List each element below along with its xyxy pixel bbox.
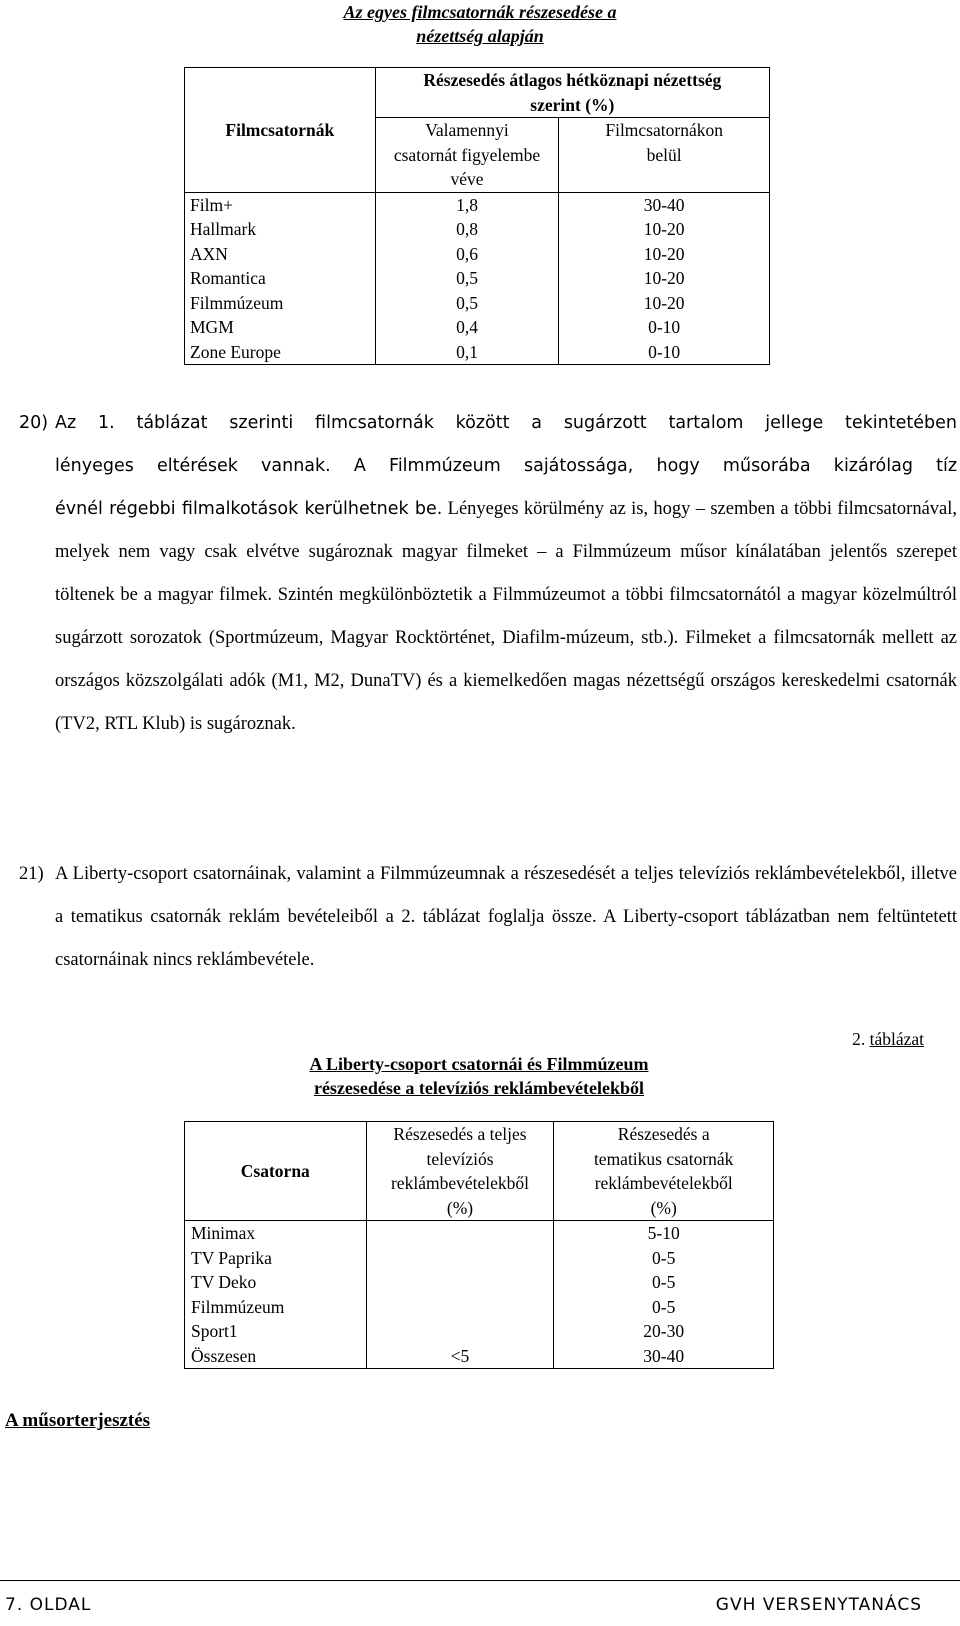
table1-cell-all: 0,6 [375, 242, 559, 267]
table1-title-line2: nézettség alapján [416, 26, 544, 46]
table2-cell-total [366, 1270, 554, 1295]
table1-cell-name: Romantica [185, 266, 376, 291]
table2-cell-name: Minimax [185, 1221, 367, 1246]
table1-sub-all-line1: Valamennyi [425, 120, 509, 140]
table-row [185, 315, 770, 340]
table2-header-total-line3: reklámbevételekből [390, 1173, 529, 1193]
table1-cell-within: 0-10 [559, 340, 770, 365]
table-row [185, 1319, 774, 1344]
table-row [185, 1344, 774, 1369]
table2-header-total-line1: Részesedés a teljes [393, 1124, 527, 1144]
table1 [184, 67, 770, 365]
footer-organization: GVH VERSENYTANÁCS [715, 1595, 922, 1615]
table1-cell-within: 30-40 [559, 192, 770, 217]
para20-rest: Lényeges körülmény az is, hogy – szemben a többi filmcsatornával, melyek nem vagy csak elvétve sugároznak magyar filmeket – a Filmmúzeum műsor kínálatában jelentős szerepet töltenek be a magyar filmek. Szintén megkülönböztetik a Filmmúzeumot a többi filmcsatornától a magyar közelmúltról sugárzott sorozatok (Sportmúzeum, Magyar Rocktörténet, Diafilm-múzeum, stb.). Filmeket a filmcsatornák mellett az országos közszolgálati adók (M1, M2, DunaTV) és a kiemelkedően magas nézettségű országos kereskedelmi csatornák (TV2, RTL Klub) is sugároznak. [55, 499, 958, 734]
table-row [185, 1246, 774, 1271]
table2-cell-total: <5 [366, 1344, 554, 1369]
para21: A Liberty-csoport csatornáinak, valamint a Filmmúzeumnak a részesedését a teljes televíziós reklámbevételekből, illetve a tematikus csatornák reklám bevételeiből a 2. táblázat foglalja össze. A Liberty-csoport táblázatban nem feltüntetett csatornáinak nincs reklámbevétele. [55, 864, 957, 970]
para21-number: 21) [19, 864, 44, 884]
table2-cell-thematic: 5-10 [554, 1221, 774, 1246]
table1-header-main [375, 68, 769, 118]
table-row [185, 340, 770, 365]
table1-header-main-line2: szerint (%) [530, 94, 615, 115]
table2-cell-total [366, 1221, 554, 1246]
table2-header-thematic-line4: (%) [650, 1197, 677, 1218]
table1-cell-all: 0,5 [375, 291, 559, 316]
table1-cell-within: 0-10 [559, 315, 770, 340]
table-row [185, 1295, 774, 1320]
table2-label-word: táblázat [869, 1029, 924, 1049]
table2-cell-thematic: 0-5 [554, 1246, 774, 1271]
table1-cell-all: 0,8 [375, 217, 559, 242]
para20-line2: lényeges eltérések vannak. [55, 456, 331, 476]
table1-header-channels: Filmcsatornák [185, 68, 376, 193]
table2-cell-total [366, 1246, 554, 1271]
table2-header-total [366, 1122, 554, 1221]
table2-header-thematic-line1: Részesedés a [617, 1124, 710, 1144]
table2-header-thematic-line3: reklámbevételekből [594, 1173, 733, 1193]
table1-sub-all-line2: csatornát figyelembe [393, 144, 541, 165]
section-heading: A műsorterjesztés [5, 1410, 151, 1431]
table-row [185, 266, 770, 291]
table1-header-main-line1: Részesedés átlagos hétköznapi nézettség [423, 70, 722, 90]
table1-cell-name: Zone Europe [185, 340, 376, 365]
table2-title [184, 1052, 774, 1100]
table2-title-line2: részesedése a televíziós reklámbevételekből [313, 1078, 645, 1098]
table-row [185, 291, 770, 316]
para20-line3: évnél régebbi filmalkotások kerülhetnek be. [55, 499, 443, 519]
table1-sub-within-line1: Filmcsatornákon [605, 120, 723, 140]
table1-cell-within: 10-20 [559, 291, 770, 316]
table2-header-thematic [554, 1122, 774, 1221]
table2-cell-name: Filmmúzeum [185, 1295, 367, 1320]
table1-cell-within: 10-20 [559, 266, 770, 291]
table1-cell-all: 1,8 [375, 192, 559, 217]
table2-cell-name: Összesen [185, 1344, 367, 1369]
table2-label-num: 2. [852, 1029, 866, 1049]
table2-cell-thematic: 0-5 [554, 1270, 774, 1295]
table2-cell-name: TV Paprika [185, 1246, 367, 1271]
table1-sub-within-line2: belül [646, 144, 682, 165]
table1-title [0, 0, 960, 48]
table1-cell-name: MGM [185, 315, 376, 340]
table1-cell-all: 0,5 [375, 266, 559, 291]
table1-cell-all: 0,4 [375, 315, 559, 340]
table-row [185, 1221, 774, 1246]
table2-cell-thematic: 0-5 [554, 1295, 774, 1320]
table1-cell-name: AXN [185, 242, 376, 267]
table-row [185, 192, 770, 217]
table-row [185, 217, 770, 242]
table1-cell-name: Film+ [185, 192, 376, 217]
footer-page-number: 7. OLDAL [5, 1595, 92, 1615]
table1-cell-name: Filmmúzeum [185, 291, 376, 316]
table1-title-line1: Az egyes filmcsatornák részesedése a [343, 2, 617, 22]
table2-cell-name: Sport1 [185, 1319, 367, 1344]
table1-subheader-all [375, 118, 559, 193]
table1-cell-within: 10-20 [559, 217, 770, 242]
table-row [185, 1270, 774, 1295]
table1-cell-within: 10-20 [559, 242, 770, 267]
table2-cell-thematic: 20-30 [554, 1319, 774, 1344]
footer-divider [0, 1580, 960, 1581]
table1-subheader-within [559, 118, 770, 193]
para20-number: 20) [19, 413, 49, 433]
table1-cell-all: 0,1 [375, 340, 559, 365]
table2-header-total-line4: (%) [446, 1197, 474, 1218]
table2-label [852, 1029, 924, 1050]
table2-cell-name: TV Deko [185, 1270, 367, 1295]
table2-header-channel: Csatorna [185, 1122, 367, 1221]
table2-title-line1: A Liberty-csoport csatornái és Filmmúzeum [309, 1054, 649, 1074]
para20 [55, 402, 957, 746]
table2 [184, 1121, 774, 1369]
table1-sub-all-line3: véve [450, 169, 484, 189]
table-row [185, 242, 770, 267]
table2-header-total-line2: televíziós [426, 1148, 494, 1169]
table1-cell-name: Hallmark [185, 217, 376, 242]
table2-cell-total [366, 1319, 554, 1344]
para20-line1: Az 1. táblázat szerinti filmcsatornák között a sugárzott tartalom jellege tekintetében [55, 413, 957, 433]
para20-line2b: A Filmmúzeum sajátossága, hogy műsorába kizárólag tíz [330, 456, 958, 476]
table2-cell-thematic: 30-40 [554, 1344, 774, 1369]
table2-header-thematic-line2: tematikus csatornák [593, 1148, 734, 1169]
table2-cell-total [366, 1295, 554, 1320]
